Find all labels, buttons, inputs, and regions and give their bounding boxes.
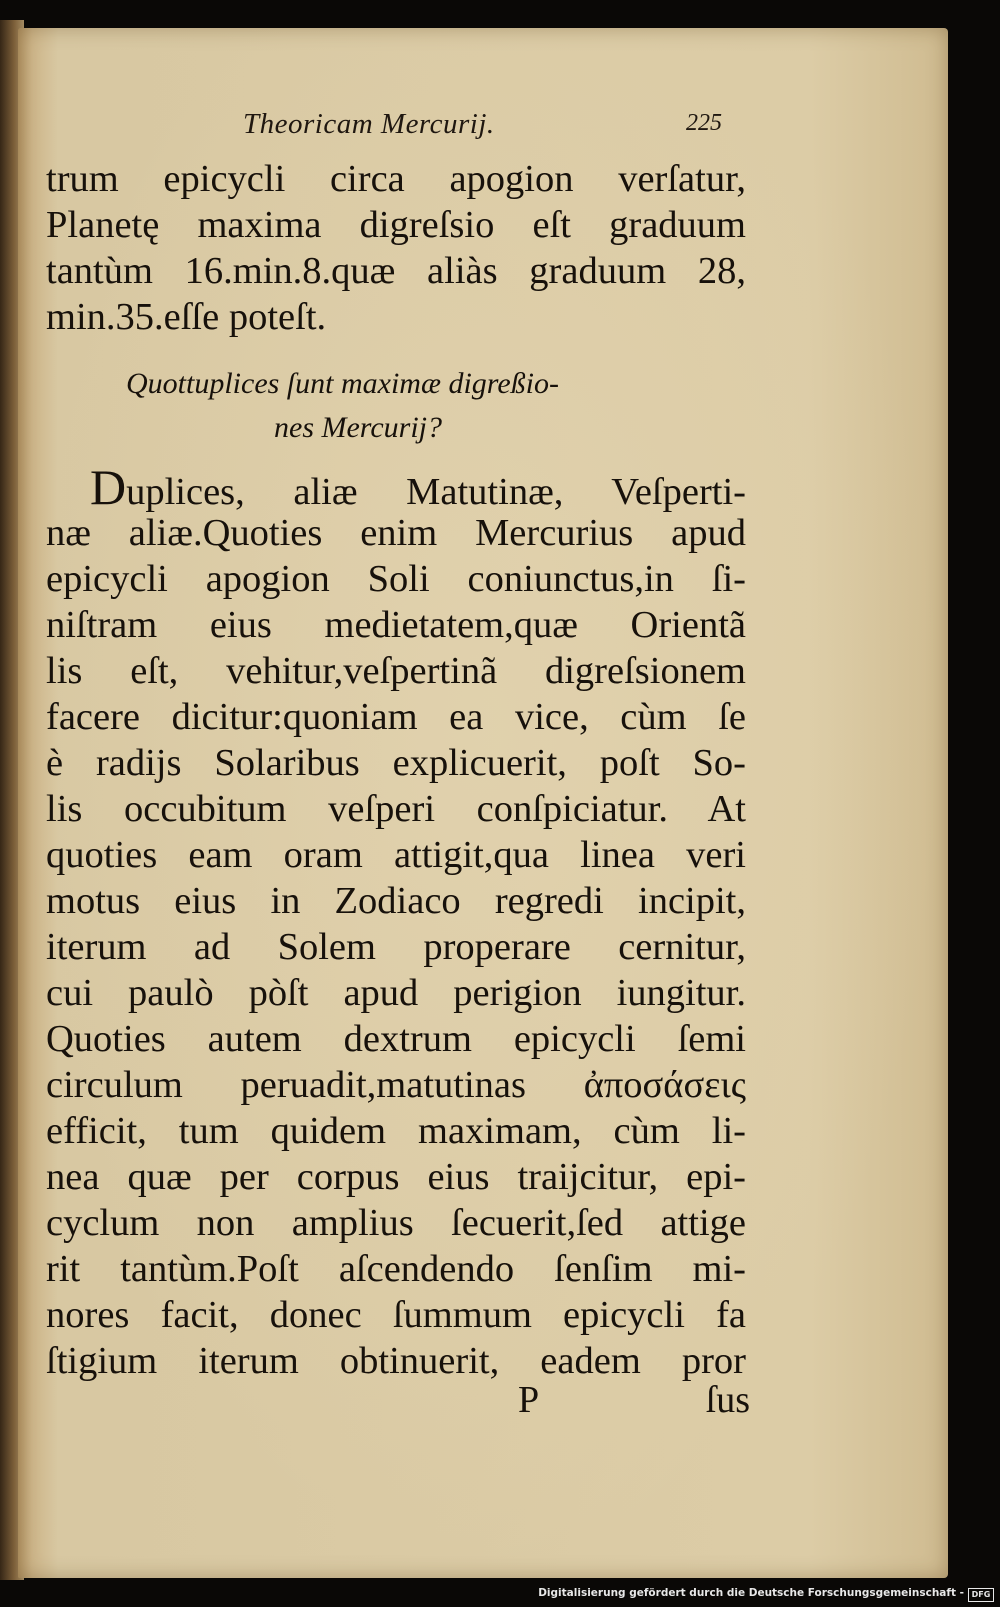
text-line bbox=[46, 459, 746, 515]
funding-credit: Digitalisierung gefördert durch die Deutsche Forschungsgemeinschaft - bbox=[538, 1587, 964, 1599]
text-line-rest: uplices, aliæ Matutinæ, Veſperti- bbox=[126, 471, 746, 513]
text-line: nores facit, donec ſummum epicycli fa bbox=[46, 1294, 746, 1336]
digitization-footer bbox=[0, 1584, 1000, 1607]
dfg-logo-icon: DFG bbox=[968, 1588, 994, 1602]
text-line: min.35.eſſe poteſt. bbox=[46, 296, 327, 338]
question-line: nes Mercurij? bbox=[274, 411, 443, 444]
text-line: circulum peruadit,matutinas ἀποσάσεις bbox=[46, 1064, 746, 1106]
text-line: niſtram eius medietatem,quæ Orientã bbox=[46, 604, 746, 646]
signature-mark: P bbox=[518, 1379, 540, 1421]
page-footer-marks bbox=[518, 1378, 750, 1424]
text-line: cui paulò pòſt apud perigion iungitur. bbox=[46, 972, 746, 1014]
question-heading bbox=[46, 362, 746, 450]
catchword: ſus bbox=[705, 1379, 750, 1421]
text-line: cyclum non amplius ſecuerit,ſed attige bbox=[46, 1202, 746, 1244]
text-line: facere dicitur:quoniam ea vice, cùm ſe bbox=[46, 696, 746, 738]
text-line: è radijs Solaribus explicuerit, poſt So- bbox=[46, 742, 746, 784]
text-line: næ aliæ.Quoties enim Mercurius apud bbox=[46, 512, 746, 554]
main-text bbox=[46, 156, 746, 1384]
text-line: Planetę maxima digreſsio eſt graduum bbox=[46, 204, 746, 246]
text-line: efficit, tum quidem maximam, cùm li- bbox=[46, 1110, 746, 1152]
text-line: quoties eam oram attigit,qua linea veri bbox=[46, 834, 746, 876]
text-line: nea quæ per corpus eius traijcitur, epi- bbox=[46, 1156, 746, 1198]
page-header bbox=[18, 108, 948, 148]
text-line: rit tantùm.Poſt aſcendendo ſenſim mi- bbox=[46, 1248, 746, 1290]
answer-paragraph bbox=[46, 459, 746, 1384]
text-line: epicycli apogion Soli coniunctus,in ſi- bbox=[46, 558, 746, 600]
running-head: Theoricam Mercurij. bbox=[243, 108, 495, 140]
text-line: lis eſt, vehitur,veſpertinã digreſsionem bbox=[46, 650, 746, 692]
text-line: lis occubitum veſperi conſpiciatur. At bbox=[46, 788, 746, 830]
scanned-page bbox=[18, 28, 948, 1578]
text-line: motus eius in Zodiaco regredi incipit, bbox=[46, 880, 746, 922]
page-number: 225 bbox=[686, 110, 722, 136]
text-line: Quoties autem dextrum epicycli ſemi bbox=[46, 1018, 746, 1060]
text-line: iterum ad Solem properare cernitur, bbox=[46, 926, 746, 968]
text-line: tantùm 16.min.8.quæ aliàs graduum 28, bbox=[46, 250, 746, 292]
text-line: trum epicycli circa apogion verſatur, bbox=[46, 158, 746, 200]
question-line: Quottuplices ſunt maximæ digreßio- bbox=[126, 367, 560, 400]
text-line: ſtigium iterum obtinuerit, eadem pror bbox=[46, 1340, 746, 1382]
initial-letter: D bbox=[90, 459, 127, 515]
